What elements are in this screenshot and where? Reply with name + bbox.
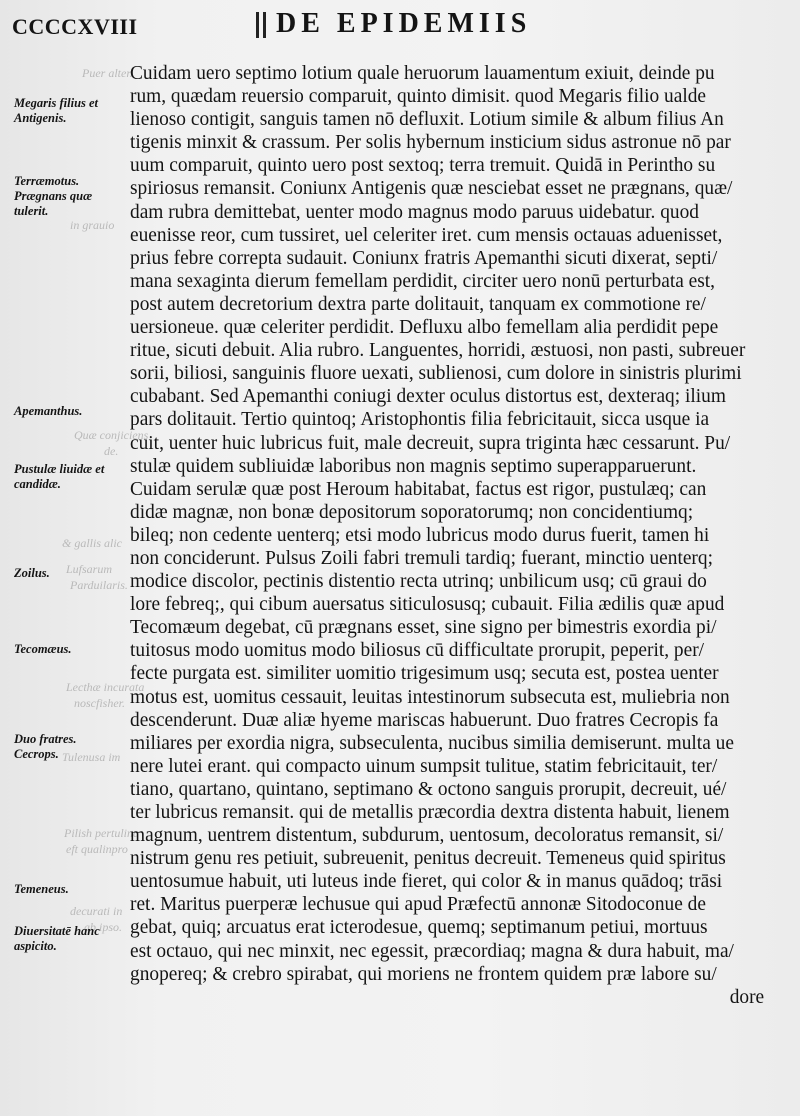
show-through-text: in grauio [70,218,115,232]
marginal-note-zoilus: Zoilus. [14,566,50,580]
text-line-final: dore [729,986,765,1008]
show-through-text: Lufsarum [66,562,113,576]
text-line: descenderunt. Duæ aliæ hyeme mariscas habuerunt. Duo fratres Cecropis fa [130,709,719,731]
text-line: Cuidam uero septimo lotium quale heruorum lauamentum exiuit, deinde pu [130,63,715,84]
show-through-text: & gallis alic [62,536,122,550]
text-line: spiriosus remansit. Coniunx Antigenis quæ nesciebat esset ne prægnans, quæ/ [130,178,733,200]
text-line: mana sexaginta dierum femellam perdidit, circiter uero nonū perturbata est, [130,270,716,292]
text-line: cuit, uenter huic lubricus fuit, male decreuit, supra triginta hæc cessarunt. Pu/ [130,432,731,454]
text-line: prius febre correpta sudauit. Coniunx fratris Apemanthi sicuti dixerat, septi/ [130,247,718,269]
folio-number: CCCCXVIII [12,14,138,39]
marginal-note-temeneus: Temeneus. [14,882,69,896]
text-line: lore febreq;, qui cibum auersatus siticulosusq; cubauit. Filia ædilis quæ apud [130,594,725,616]
text-line: gebat, quiq; arcuatus erat icterodesue, quemq; septimanum petiui, mortuus [130,917,708,939]
running-head [258,8,531,40]
text-line: nere lutei erant. qui compacto uinum sumpsit tulitue, statim febricitauit, ter/ [130,755,718,777]
text-line: gnopereq; & crebro spirabat, qui moriens ne frontem quidem præ labore su/ [130,963,717,985]
text-line: motus est, uomitus cessauit, leuitas intestinorum subsecuta est, muliebria non [130,686,730,708]
show-through-text: eft qualinpro [66,842,128,856]
text-line: tuitosus modo uomitus modo biliosus cū difficultate prorupit, peperit, per/ [130,640,705,662]
text-line: sorii, biliosi, sanguinis fluore uexati, sublienosi, cum dolore in sinistris plurimi [130,363,742,385]
show-through-text: Lecthæ incurata [66,680,145,694]
show-through-text: Quæ conjiciens [74,428,149,442]
show-through-text: noscfisher. [74,696,125,710]
text-line: tigenis minxit & crassum. Per solis hybernum insticium sidus astronue nō par [130,132,731,154]
text-line: ter lubricus remansit. qui de metallis præcordia dextra distenta habuit, lienem [130,802,730,823]
text-line: didæ magnæ, non bonæ depositorum soporatorumq; non concidentiumq; [130,501,694,523]
text-line: euenisse reor, cum tussiret, uel celeriter iret. cum mensis octauas aduenisset, [130,224,723,246]
show-through-text: Puer alter. [82,66,133,80]
text-line: non conciderunt. Pulsus Zoili fabri tremuli tardiq; fuerant, minctio uenterq; [130,547,713,569]
text-line: pars dolitauit. Tertio quintoq; Aristophontis filia febricitauit, sicca usque ia [130,409,710,431]
body-text [130,62,798,1009]
text-line: uum comparuit, quinto uero post sextoq; terra tremuit. Quidā in Perintho su [130,155,716,177]
text-line: tiano, quartano, quintano, septimano & octono sanguis prorupit, decreuit, ué/ [130,778,727,800]
marginal-note-pustulae: Pustulæ liuidæ et candidæ. [14,462,105,491]
text-line: miliares per exordia nigra, subseculenta, nucibus similia demiserunt. multa ue [130,732,734,754]
marginal-note-apemanthus: Apemanthus. [14,404,83,418]
running-head-text: DE EPIDEMIIS [276,8,532,39]
text-line: bileq; non cedente uenterq; etsi modo lubricus modo durus fuerit, tamen hi [130,524,710,546]
show-through-text: Tulenusa im [62,750,121,764]
text-line: dam rubra demittebat, uenter modo magnus modo paruus uidebatur. quod [130,201,699,223]
marginal-note-diuersitate: Diuersitatē hanc aspicito. [14,924,100,953]
text-line: cubabant. Sed Apemanthi coniugi dexter oculus distortus est, dexteraq; ilium [130,386,726,408]
marginal-note-terraemotus: Terræmotus. Prægnans quæ tulerit. [14,174,93,218]
text-line: nistrum genu res petiuit, subreuenit, penitus decreuit. Temeneus quid spiritus [130,848,726,870]
text-line: Tecomæum degebat, cū prægnans esset, sine signo per bimestris exordia pi/ [130,617,717,639]
text-line: modice discolor, pectinis distentio recta utrinq; unbilicum usq; cū graui do [130,571,707,593]
text-line: est octauo, qui nec minxit, nec egessit, præcordiaq; magna & dura habuit, ma/ [130,940,734,962]
text-line: magnum, uentrem distentum, subdurum, uentosum, decoloratus remansit, si/ [130,825,724,847]
marginal-note-tecomaeus: Tecomæus. [14,642,72,656]
show-through-text: de. [104,444,119,458]
show-through-text: Pilish pertulina [64,826,139,840]
show-through-text: decurati in [70,904,123,918]
text-line: rum, quædam reuersio comparuit, quinto dimisit. quod Megaris filio ualde [130,86,707,108]
text-line: fecte purgata est. similiter uomitio trigesimum usq; secuta est, postea uenter [130,663,719,685]
marginal-note-megaris: Megaris filius et Antigenis. [14,96,99,125]
text-line: post autem decretorium dextra parte dolitauit, tanquam ex commotione re/ [130,293,706,315]
show-through-text: ab ipso. [84,920,123,934]
text-line: ret. Maritus puerperæ lechusue qui apud Præfectū annonæ Sitodoconue de [130,894,706,916]
text-line: stulæ quidem subliuidæ laboribus non magnis septimo superapparuerunt. [130,455,697,477]
text-line: uersioneue. quæ celeriter perdidit. Defluxu albo femellam alia perdidit pepe [130,317,719,339]
marginal-note-duo-fratres: Duo fratres. Cecrops. [14,732,77,761]
text-line: lienoso contigit, sanguis tamen nō defluxit. Lotium simile & album filius An [130,109,724,131]
text-line: uentosumue habuit, uti luteus inde fieret, qui color & in manus quādoq; trāsi [130,871,723,893]
text-line: ritue, sicuti debuit. Alia rubro. Languentes, horridi, æstuosi, non pasti, subreuer [130,340,746,362]
text-line: Cuidam serulæ quæ post Heroum habitabat, factus est rigor, pustulæq; can [130,478,707,500]
show-through-text: Parduilaris. [70,578,128,592]
